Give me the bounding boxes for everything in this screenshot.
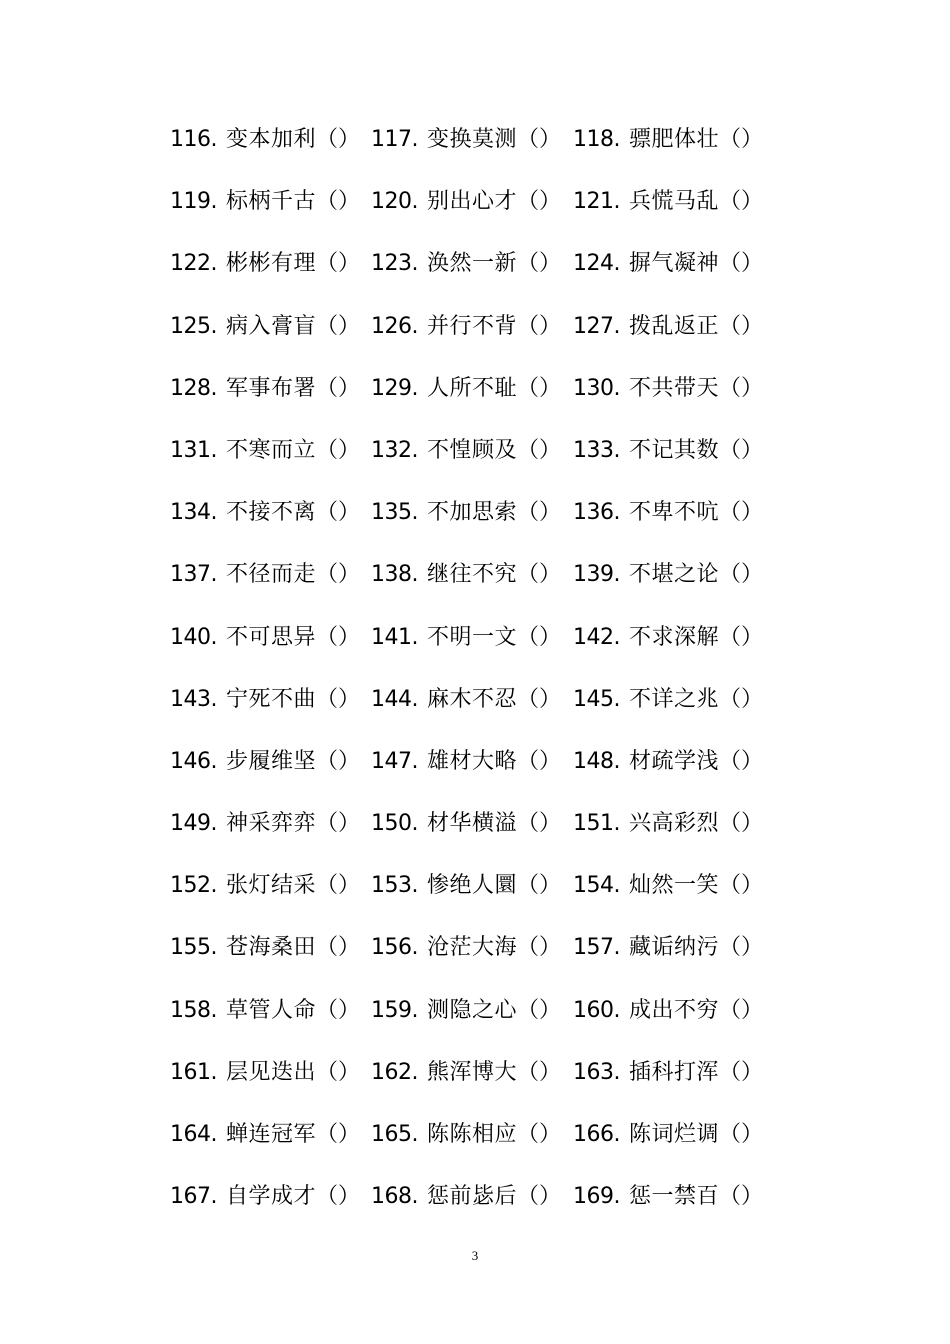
answer-paren-open: （ [316,686,339,712]
exercise-item [170,371,360,407]
answer-paren-close: ） [741,500,764,526]
answer-paren-close: ） [539,873,562,899]
answer-paren-close: ） [539,313,562,339]
idiom-text: 别出心才 [427,189,518,215]
answer-paren-close: ） [539,562,562,588]
answer-paren-close: ） [539,686,562,712]
item-number: 118. [573,127,620,152]
answer-paren-open: （ [517,313,540,339]
idiom-text: 拨乱返正 [629,313,720,339]
answer-paren-open: （ [316,1059,339,1085]
answer-paren-open: （ [316,811,339,837]
item-number: 137. [170,562,217,588]
answer-paren-close: ） [741,1184,764,1210]
idiom-text: 兴高彩烈 [629,811,720,837]
answer-paren-open: （ [719,1059,742,1085]
exercise-item [573,620,763,656]
exercise-item [573,930,763,966]
idiom-text: 继往不究 [427,562,518,588]
idiom-text: 藏诟纳污 [629,935,720,961]
idiom-text: 不堪之论 [629,562,720,588]
answer-paren-open: （ [517,873,540,899]
answer-paren-close: ） [338,686,361,712]
idiom-text: 骠肥体壮 [629,127,720,152]
item-number: 159. [371,997,418,1023]
exercise-item [371,495,561,531]
exercise-line [0,1041,950,1103]
exercise-line [0,668,950,730]
idiom-text: 不加思索 [427,500,518,526]
idiom-text: 宁死不曲 [226,686,317,712]
answer-paren-close: ） [741,127,764,152]
item-number: 152. [170,873,217,899]
item-number: 158. [170,997,217,1023]
idiom-text: 灿然一笑 [629,873,720,899]
exercise-item [371,309,561,345]
exercise-item [170,868,360,904]
exercise-item [170,1055,360,1091]
exercise-item [170,1179,360,1215]
exercise-item [371,806,561,842]
idiom-text: 步履维坚 [226,748,317,774]
idiom-text: 不求深解 [629,624,720,650]
exercise-item [170,246,360,282]
exercise-line [0,481,950,543]
answer-paren-close: ） [539,1059,562,1085]
item-number: 124. [573,251,620,277]
item-number: 135. [371,500,418,526]
idiom-text: 神采弈弈 [226,811,317,837]
item-number: 142. [573,624,620,650]
item-number: 119. [170,189,217,215]
exercise-line [0,854,950,916]
item-number: 153. [371,873,418,899]
answer-paren-open: （ [316,313,339,339]
answer-paren-open: （ [517,562,540,588]
exercise-line [0,295,950,357]
answer-paren-open: （ [316,562,339,588]
exercise-item [573,682,763,718]
item-number: 126. [371,313,418,339]
answer-paren-open: （ [316,437,339,463]
answer-paren-open: （ [517,127,540,152]
idiom-text: 苍海桑田 [226,935,317,961]
answer-paren-close: ） [741,935,764,961]
answer-paren-close: ） [338,189,361,215]
item-number: 144. [371,686,418,712]
exercise-item [371,1055,561,1091]
answer-paren-open: （ [517,437,540,463]
exercise-item [371,682,561,718]
exercise-item [371,1179,561,1215]
exercise-item [573,1179,763,1215]
answer-paren-open: （ [316,997,339,1023]
answer-paren-close: ） [338,375,361,401]
answer-paren-close: ） [338,313,361,339]
exercise-item [170,744,360,780]
answer-paren-close: ） [741,437,764,463]
exercise-item [170,806,360,842]
answer-paren-close: ） [539,500,562,526]
answer-paren-open: （ [517,1122,540,1147]
answer-paren-open: （ [719,562,742,588]
exercise-line [0,543,950,605]
item-number: 155. [170,935,217,961]
answer-paren-open: （ [719,127,742,152]
exercise-item [170,557,360,593]
answer-paren-close: ） [539,437,562,463]
exercise-item [371,184,561,220]
exercise-item [170,993,360,1029]
exercise-item [371,620,561,656]
item-number: 154. [573,873,620,899]
exercise-line [0,419,950,481]
item-number: 162. [371,1059,418,1085]
answer-paren-open: （ [316,935,339,961]
item-number: 134. [170,500,217,526]
idiom-text: 插科打浑 [629,1059,720,1085]
exercise-item [573,371,763,407]
answer-paren-close: ） [539,748,562,774]
item-number: 165. [371,1122,418,1147]
exercise-item [371,930,561,966]
answer-paren-open: （ [517,251,540,277]
answer-paren-close: ） [539,624,562,650]
item-number: 145. [573,686,620,712]
exercise-item [371,744,561,780]
answer-paren-open: （ [517,375,540,401]
answer-paren-open: （ [719,686,742,712]
item-number: 132. [371,437,418,463]
idiom-text: 军事布署 [226,375,317,401]
item-number: 164. [170,1122,217,1147]
idiom-text: 并行不背 [427,313,518,339]
exercise-list [0,108,950,1227]
item-number: 133. [573,437,620,463]
answer-paren-close: ） [539,1184,562,1210]
answer-paren-open: （ [517,189,540,215]
exercise-item [371,868,561,904]
answer-paren-close: ） [338,997,361,1023]
answer-paren-open: （ [517,811,540,837]
idiom-text: 蝉连冠军 [226,1122,317,1147]
item-number: 146. [170,748,217,774]
idiom-text: 涣然一新 [427,251,518,277]
exercise-item [573,1055,763,1091]
idiom-text: 不详之兆 [629,686,720,712]
idiom-text: 不记其数 [629,437,720,463]
exercise-item [573,433,763,469]
answer-paren-close: ） [741,189,764,215]
answer-paren-open: （ [719,811,742,837]
answer-paren-open: （ [316,375,339,401]
exercise-item [573,122,763,158]
answer-paren-close: ） [338,935,361,961]
exercise-line [0,232,950,294]
exercise-item [371,433,561,469]
answer-paren-close: ） [539,811,562,837]
exercise-line [0,357,950,419]
answer-paren-close: ） [741,562,764,588]
idiom-text: 草管人命 [226,997,317,1023]
answer-paren-open: （ [316,189,339,215]
idiom-text: 不接不离 [226,500,317,526]
item-number: 131. [170,437,217,463]
answer-paren-open: （ [719,189,742,215]
answer-paren-open: （ [316,748,339,774]
answer-paren-open: （ [316,251,339,277]
idiom-text: 熊浑博大 [427,1059,518,1085]
idiom-text: 陈词烂调 [629,1122,720,1147]
idiom-text: 惨绝人圜 [427,873,518,899]
item-number: 120. [371,189,418,215]
idiom-text: 标柄千古 [226,189,317,215]
answer-paren-open: （ [719,437,742,463]
exercise-line [0,170,950,232]
idiom-text: 惩前毖后 [427,1184,518,1210]
exercise-item [170,184,360,220]
exercise-line [0,792,950,854]
idiom-text: 病入膏盲 [226,313,317,339]
answer-paren-close: ） [539,251,562,277]
exercise-item [371,993,561,1029]
exercise-item [371,371,561,407]
item-number: 169. [573,1184,620,1210]
answer-paren-close: ） [338,127,361,152]
item-number: 139. [573,562,620,588]
answer-paren-open: （ [316,127,339,152]
exercise-item [170,1117,360,1153]
item-number: 140. [170,624,217,650]
answer-paren-open: （ [517,686,540,712]
answer-paren-open: （ [517,997,540,1023]
answer-paren-close: ） [741,748,764,774]
page-number: 3 [471,1248,479,1263]
answer-paren-open: （ [719,375,742,401]
item-number: 143. [170,686,217,712]
idiom-text: 变换莫测 [427,127,518,152]
idiom-text: 成出不穷 [629,997,720,1023]
item-number: 166. [573,1122,620,1147]
item-number: 147. [371,748,418,774]
answer-paren-open: （ [719,935,742,961]
answer-paren-close: ） [338,748,361,774]
item-number: 149. [170,811,217,837]
idiom-text: 不明一文 [427,624,518,650]
answer-paren-close: ） [338,437,361,463]
exercise-item [573,993,763,1029]
answer-paren-close: ） [741,251,764,277]
idiom-text: 测隐之心 [427,997,518,1023]
idiom-text: 不卑不吭 [629,500,720,526]
exercise-item [573,557,763,593]
item-number: 117. [371,127,418,152]
exercise-item [573,184,763,220]
item-number: 157. [573,935,620,961]
idiom-text: 兵慌马乱 [629,189,720,215]
answer-paren-open: （ [517,935,540,961]
exercise-line [0,1165,950,1227]
item-number: 163. [573,1059,620,1085]
answer-paren-open: （ [517,1059,540,1085]
answer-paren-close: ） [741,1122,764,1147]
exercise-line [0,730,950,792]
item-number: 130. [573,375,620,401]
answer-paren-open: （ [719,873,742,899]
item-number: 123. [371,251,418,277]
item-number: 116. [170,127,217,152]
idiom-text: 不共带天 [629,375,720,401]
answer-paren-open: （ [719,624,742,650]
answer-paren-close: ） [741,1059,764,1085]
answer-paren-open: （ [719,748,742,774]
item-number: 122. [170,251,217,277]
exercise-item [371,1117,561,1153]
answer-paren-open: （ [719,500,742,526]
answer-paren-close: ） [539,189,562,215]
exercise-item [371,246,561,282]
exercise-item [170,620,360,656]
answer-paren-close: ） [539,375,562,401]
idiom-text: 变本加利 [226,127,317,152]
answer-paren-open: （ [316,1122,339,1147]
answer-paren-close: ） [338,873,361,899]
answer-paren-open: （ [316,1184,339,1210]
exercise-item [573,744,763,780]
answer-paren-open: （ [517,500,540,526]
idiom-text: 麻木不忍 [427,686,518,712]
answer-paren-open: （ [316,873,339,899]
item-number: 156. [371,935,418,961]
answer-paren-close: ） [741,873,764,899]
exercise-item [573,309,763,345]
idiom-text: 沧茫大海 [427,935,518,961]
exercise-item [170,309,360,345]
idiom-text: 材疏学浅 [629,748,720,774]
answer-paren-open: （ [719,251,742,277]
item-number: 125. [170,313,217,339]
exercise-item [573,495,763,531]
answer-paren-close: ） [741,997,764,1023]
answer-paren-open: （ [517,624,540,650]
answer-paren-open: （ [719,1122,742,1147]
answer-paren-close: ） [539,935,562,961]
exercise-item [170,122,360,158]
exercise-line [0,606,950,668]
item-number: 141. [371,624,418,650]
exercise-item [573,246,763,282]
answer-paren-close: ） [338,251,361,277]
item-number: 148. [573,748,620,774]
answer-paren-close: ） [338,624,361,650]
exercise-item [170,682,360,718]
item-number: 129. [371,375,418,401]
answer-paren-close: ） [338,500,361,526]
idiom-text: 不惶顾及 [427,437,518,463]
item-number: 161. [170,1059,217,1085]
answer-paren-open: （ [316,624,339,650]
answer-paren-close: ） [741,686,764,712]
idiom-text: 陈陈相应 [427,1122,518,1147]
answer-paren-close: ） [338,811,361,837]
item-number: 138. [371,562,418,588]
answer-paren-close: ） [338,1184,361,1210]
exercise-item [573,806,763,842]
answer-paren-open: （ [719,997,742,1023]
answer-paren-close: ） [741,811,764,837]
answer-paren-close: ） [741,624,764,650]
exercise-item [170,495,360,531]
idiom-text: 不径而走 [226,562,317,588]
exercise-item [573,868,763,904]
idiom-text: 不寒而立 [226,437,317,463]
idiom-text: 雄材大略 [427,748,518,774]
item-number: 150. [371,811,418,837]
answer-paren-open: （ [517,748,540,774]
answer-paren-open: （ [316,500,339,526]
answer-paren-close: ） [539,997,562,1023]
answer-paren-close: ） [338,1059,361,1085]
idiom-text: 张灯结采 [226,873,317,899]
answer-paren-close: ） [539,1122,562,1147]
item-number: 168. [371,1184,418,1210]
idiom-text: 自学成才 [226,1184,317,1210]
exercise-line [0,1103,950,1165]
answer-paren-close: ） [741,313,764,339]
idiom-text: 材华横溢 [427,811,518,837]
exercise-item [170,433,360,469]
item-number: 160. [573,997,620,1023]
exercise-item [371,122,561,158]
answer-paren-close: ） [539,127,562,152]
item-number: 121. [573,189,620,215]
idiom-text: 不可思异 [226,624,317,650]
answer-paren-close: ） [741,375,764,401]
answer-paren-open: （ [719,1184,742,1210]
exercise-item [371,557,561,593]
exercise-line [0,916,950,978]
idiom-text: 惩一禁百 [629,1184,720,1210]
idiom-text: 彬彬有理 [226,251,317,277]
idiom-text: 层见迭出 [226,1059,317,1085]
answer-paren-open: （ [517,1184,540,1210]
exercise-item [573,1117,763,1153]
item-number: 128. [170,375,217,401]
item-number: 151. [573,811,620,837]
item-number: 127. [573,313,620,339]
answer-paren-close: ） [338,1122,361,1147]
exercise-item [170,930,360,966]
answer-paren-close: ） [338,562,361,588]
item-number: 136. [573,500,620,526]
idiom-text: 人所不耻 [427,375,518,401]
idiom-text: 摒气凝神 [629,251,720,277]
exercise-line [0,979,950,1041]
answer-paren-open: （ [719,313,742,339]
exercise-line [0,108,950,170]
item-number: 167. [170,1184,217,1210]
